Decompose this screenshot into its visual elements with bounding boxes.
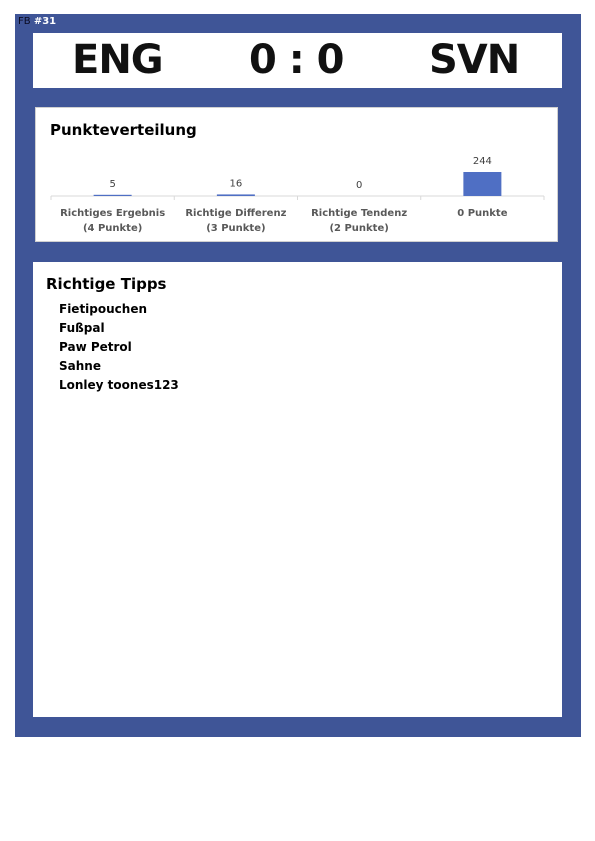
match-card [15, 14, 581, 737]
category-label: Richtige Tendenz [311, 208, 408, 219]
points-distribution-panel [35, 107, 558, 242]
data-label: 0 [355, 180, 363, 191]
category-label: (3 Punkte) [206, 223, 266, 234]
away-team: SVN [429, 37, 520, 83]
correct-tips-title: Richtige Tipps [46, 275, 167, 293]
scoreboard [33, 33, 562, 88]
correct-tips-panel [33, 262, 562, 717]
category-label: (2 Punkte) [329, 223, 389, 234]
correct-tips-list [59, 300, 179, 395]
game-number: #31 [33, 16, 57, 27]
tip-name: Fußpal [59, 321, 105, 335]
game-prefix: FB [18, 16, 31, 27]
bar [463, 172, 501, 196]
data-label: 5 [109, 178, 116, 190]
points-distribution-chart [36, 108, 559, 243]
match-score: 0 : 0 [249, 37, 344, 83]
points-distribution-title: Punkteverteilung [50, 121, 197, 139]
tip-name: Lonley toones123 [59, 378, 179, 392]
tip-name: Sahne [59, 359, 101, 373]
home-team: ENG [72, 37, 163, 83]
category-label: Richtige Differenz [185, 208, 287, 219]
tip-name: Fietipouchen [59, 302, 148, 316]
category-label: (4 Punkte) [82, 223, 143, 234]
bar [94, 195, 132, 196]
data-label: 16 [229, 178, 243, 190]
data-label: 244 [472, 156, 492, 167]
bar [217, 194, 255, 196]
category-label: Richtiges Ergebnis [60, 208, 166, 219]
tip-name: Paw Petrol [59, 340, 132, 354]
game-tag [18, 16, 56, 28]
category-label: 0 Punkte [457, 208, 508, 219]
